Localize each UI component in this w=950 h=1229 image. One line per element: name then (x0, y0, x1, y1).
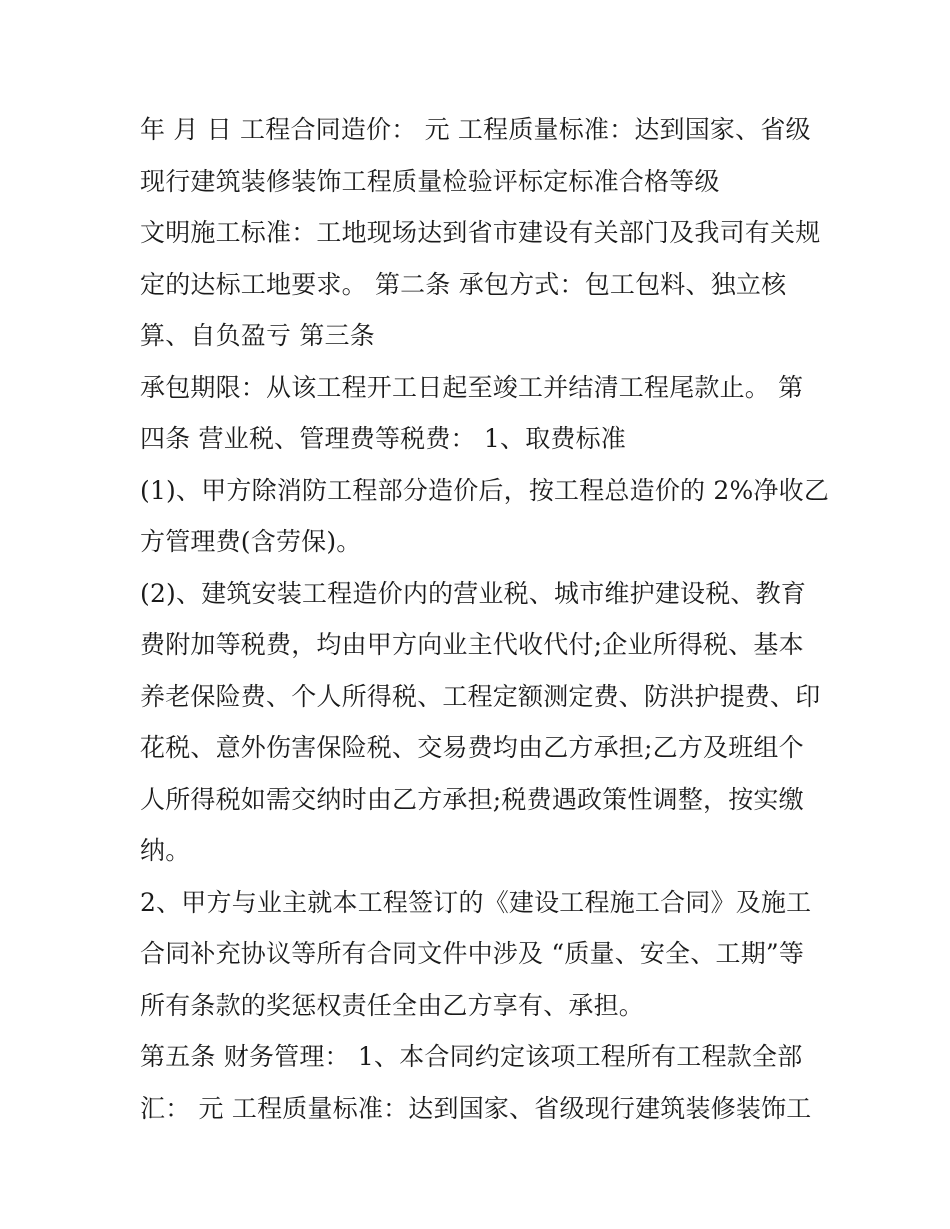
text-line: 费附加等税费，均由甲方向业主代收代付;企业所得税、基本 (140, 630, 804, 659)
text-line: 花税、意外伤害保险税、交易费均由乙方承担;乙方及班组个 (140, 733, 804, 762)
document-body (140, 104, 830, 1134)
text-line: 定的达标工地要求。 第二条 承包方式：包工包料、独立核 (140, 269, 787, 299)
text-line: 纳。 (140, 836, 191, 865)
text-line: 第五条 财务管理： 1、本合同约定该项工程所有工程款全部 (140, 1042, 803, 1071)
text-line: 2、甲方与业主就本工程签订的《建设工程施工合同》及施工 (140, 887, 812, 917)
text-line: 现行建筑装修装饰工程质量检验评标定标准合格等级 (140, 166, 720, 196)
text-line: 所有条款的奖惩权责任全由乙方享有、承担。 (140, 990, 645, 1020)
text-line: 文明施工标准：工地现场达到省市建设有关部门及我司有关规 (140, 218, 821, 247)
text-line: 合同补充协议等所有合同文件中涉及 “质量、安全、工期”等 (140, 939, 805, 968)
text-line: 承包期限：从该工程开工日起至竣工并结清工程尾款止。 第 (140, 372, 804, 402)
text-line: 方管理费(含劳保)。 (140, 527, 362, 556)
text-line: 人所得税如需交纳时由乙方承担;税费遇政策性调整，按实缴 (140, 784, 804, 814)
text-line: 汇： 元 工程质量标准：达到国家、省级现行建筑装修装饰工 (140, 1093, 812, 1123)
text-line: 四条 营业税、管理费等税费： 1、取费标准 (140, 424, 627, 453)
text-line: (1)、甲方除消防工程部分造价后，按工程总造价的 2%净收乙 (140, 475, 830, 505)
text-line: 算、自负盈亏 第三条 (140, 321, 375, 350)
text-line: 养老保险费、个人所得税、工程定额测定费、防洪护提费、印 (140, 681, 821, 711)
text-line: (2)、建筑安装工程造价内的营业税、城市维护建设税、教育 (140, 578, 807, 608)
text-line: 年 月 日 工程合同造价： 元 工程质量标准：达到国家、省级 (140, 115, 811, 144)
